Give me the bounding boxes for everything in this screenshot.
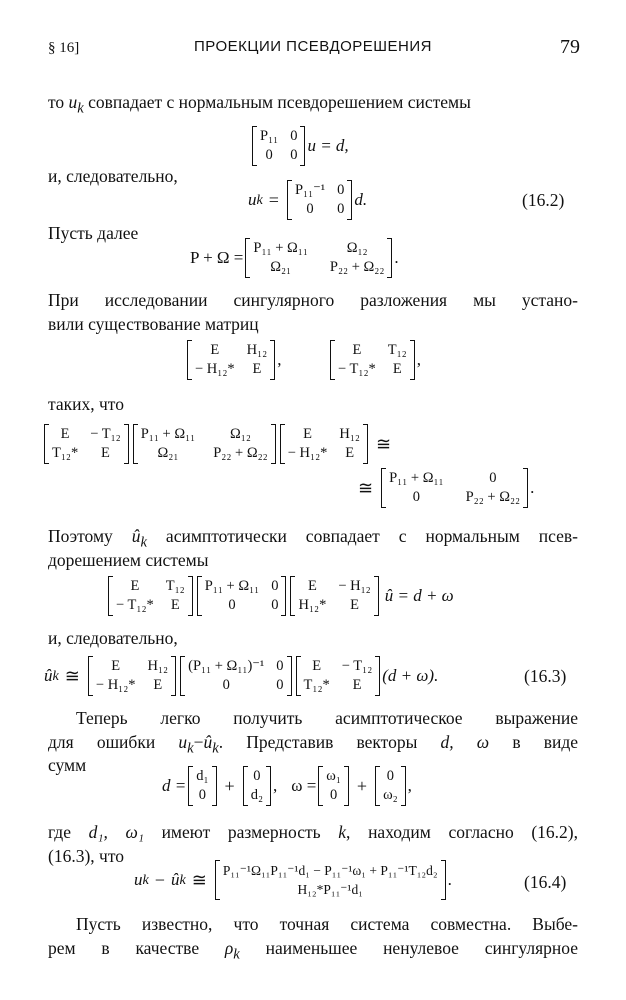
paragraph-line: рем в качестве $\rho_k$ наименьшее ненулевое сингулярное xyxy=(48,938,578,963)
vector: 0 d₂ xyxy=(250,768,264,803)
equation-16-3: û k ≅ E H₁₂ − H₁₂* E (P₁₁ + Ω₁₁)⁻¹ 0 0 0 E − T₁₂ T₁₂* E (d + ω). xyxy=(44,656,438,696)
matrix: P₁₁ + Ω₁₁ Ω₁₂ Ω₂₁ P₂₂ + Ω₂₂ xyxy=(253,240,385,275)
matrix: P₁₁ + Ω₁₁ 0 0 P₂₂ + Ω₂₂ xyxy=(389,470,521,505)
equation-system-2: E T₁₂ − T₁₂* E P₁₁ + Ω₁₁ 0 0 0 E − H₁₂ H₁₂* E û = d + ω xyxy=(106,576,454,616)
paragraph-line: При исследовании сингулярного разложения мы устано- xyxy=(48,290,578,310)
vector: 0 ω₂ xyxy=(383,768,398,803)
matrix: E H₁₂ − H₁₂* E xyxy=(95,658,169,693)
matrix: E T₁₂ − T₁₂* E xyxy=(116,578,185,613)
equation-16-2: u k = P₁₁⁻¹ 0 0 0 d. xyxy=(248,180,367,220)
paragraph-line: и, следовательно, xyxy=(48,166,178,186)
paragraph-line: дорешением системы xyxy=(48,550,209,570)
paragraph-line: (16.3), что xyxy=(48,846,124,866)
paragraph-line: Пусть известно, что точная система совместна. Выбе- xyxy=(76,914,578,934)
matrix: E H₁₂ − H₁₂* E xyxy=(287,426,360,461)
paragraph-line: сумм xyxy=(48,755,87,775)
matrix: P₁₁⁻¹ 0 0 0 xyxy=(294,182,345,217)
equation-product-result: ≅ P₁₁ + Ω₁₁ 0 0 P₂₂ + Ω₂₂ . xyxy=(352,468,534,508)
paragraph-line: где d₁, ω₁ имеют размерность k, находим согласно (16.2), xyxy=(48,822,578,842)
matrix: E − T₁₂ T₁₂* E xyxy=(303,658,373,693)
equation-number: (16.3) xyxy=(524,666,567,686)
equation-16-4: u k − û k ≅ P₁₁⁻¹Ω₁₁P₁₁⁻¹d₁ − P₁₁⁻¹ω₁ + P₁₁⁻¹T₁₂d₂ H₁₂*P₁₁⁻¹d₁ . xyxy=(134,860,452,900)
equation-system: P₁₁ 0 0 0 u = d, xyxy=(250,126,349,166)
matrix: E − H₁₂ H₁₂* E xyxy=(298,578,371,613)
paragraph-line: Поэтому $û_k$ асимптотически совпадает с нормальным псев- xyxy=(48,526,578,551)
paragraph-line: Теперь легко получить асимптотическое выражение xyxy=(76,708,578,728)
matrix: P₁₁ + Ω₁₁ Ω₁₂ Ω₂₁ P₂₂ + Ω₂₂ xyxy=(140,426,268,461)
paragraph-line: и, следовательно, xyxy=(48,628,178,648)
equation-sums: d = d₁ 0 + 0 d₂ , ω = ω₁ 0 + 0 ω₂ , xyxy=(162,766,412,806)
equation-h-matrix: E H₁₂ − H₁₂* E , xyxy=(185,340,281,380)
vector: d₁ 0 xyxy=(196,768,209,803)
equation-number: (16.2) xyxy=(522,190,565,210)
matrix: P₁₁ 0 0 0 xyxy=(260,128,298,163)
vector: ω₁ 0 xyxy=(326,768,341,803)
paragraph-line: для ошибки $u_k-û_k$. Представив векторы d, ω в виде xyxy=(48,732,579,757)
paragraph-line: вили существование матриц xyxy=(48,314,259,334)
matrix: P₁₁ + Ω₁₁ 0 0 0 xyxy=(204,578,279,613)
equation-product: E − T₁₂ T₁₂* E P₁₁ + Ω₁₁ Ω₁₂ Ω₂₁ P₂₂ + Ω₂₂ E H₁₂ − H₁₂* E ≅ xyxy=(42,424,397,464)
paragraph-line: Пусть далее xyxy=(48,223,139,243)
paragraph-line: то $u_k$ совпадает с нормальным псевдорешением системы xyxy=(48,92,471,117)
equation-t-matrix: E T₁₂ − T₁₂* E , xyxy=(328,340,421,380)
matrix: (P₁₁ + Ω₁₁)⁻¹ 0 0 0 xyxy=(188,658,284,693)
matrix: E T₁₂ − T₁₂* E xyxy=(338,342,407,377)
section-marker: § 16] xyxy=(48,40,80,56)
vector: P₁₁⁻¹Ω₁₁P₁₁⁻¹d₁ − P₁₁⁻¹ω₁ + P₁₁⁻¹T₁₂d₂ H₁₂*P₁₁⁻¹d₁ xyxy=(222,863,438,897)
matrix: E H₁₂ − H₁₂* E xyxy=(195,342,268,377)
equation-number: (16.4) xyxy=(524,872,567,892)
equation-p-plus-omega: P + Ω = P₁₁ + Ω₁₁ Ω₁₂ Ω₂₁ P₂₂ + Ω₂₂ . xyxy=(190,238,399,278)
matrix: E − T₁₂ T₁₂* E xyxy=(52,426,121,461)
running-title: ПРОЕКЦИИ ПСЕВДОРЕШЕНИЯ xyxy=(193,38,433,55)
paragraph-line: таких, что xyxy=(48,394,124,414)
page-number: 79 xyxy=(560,36,580,58)
